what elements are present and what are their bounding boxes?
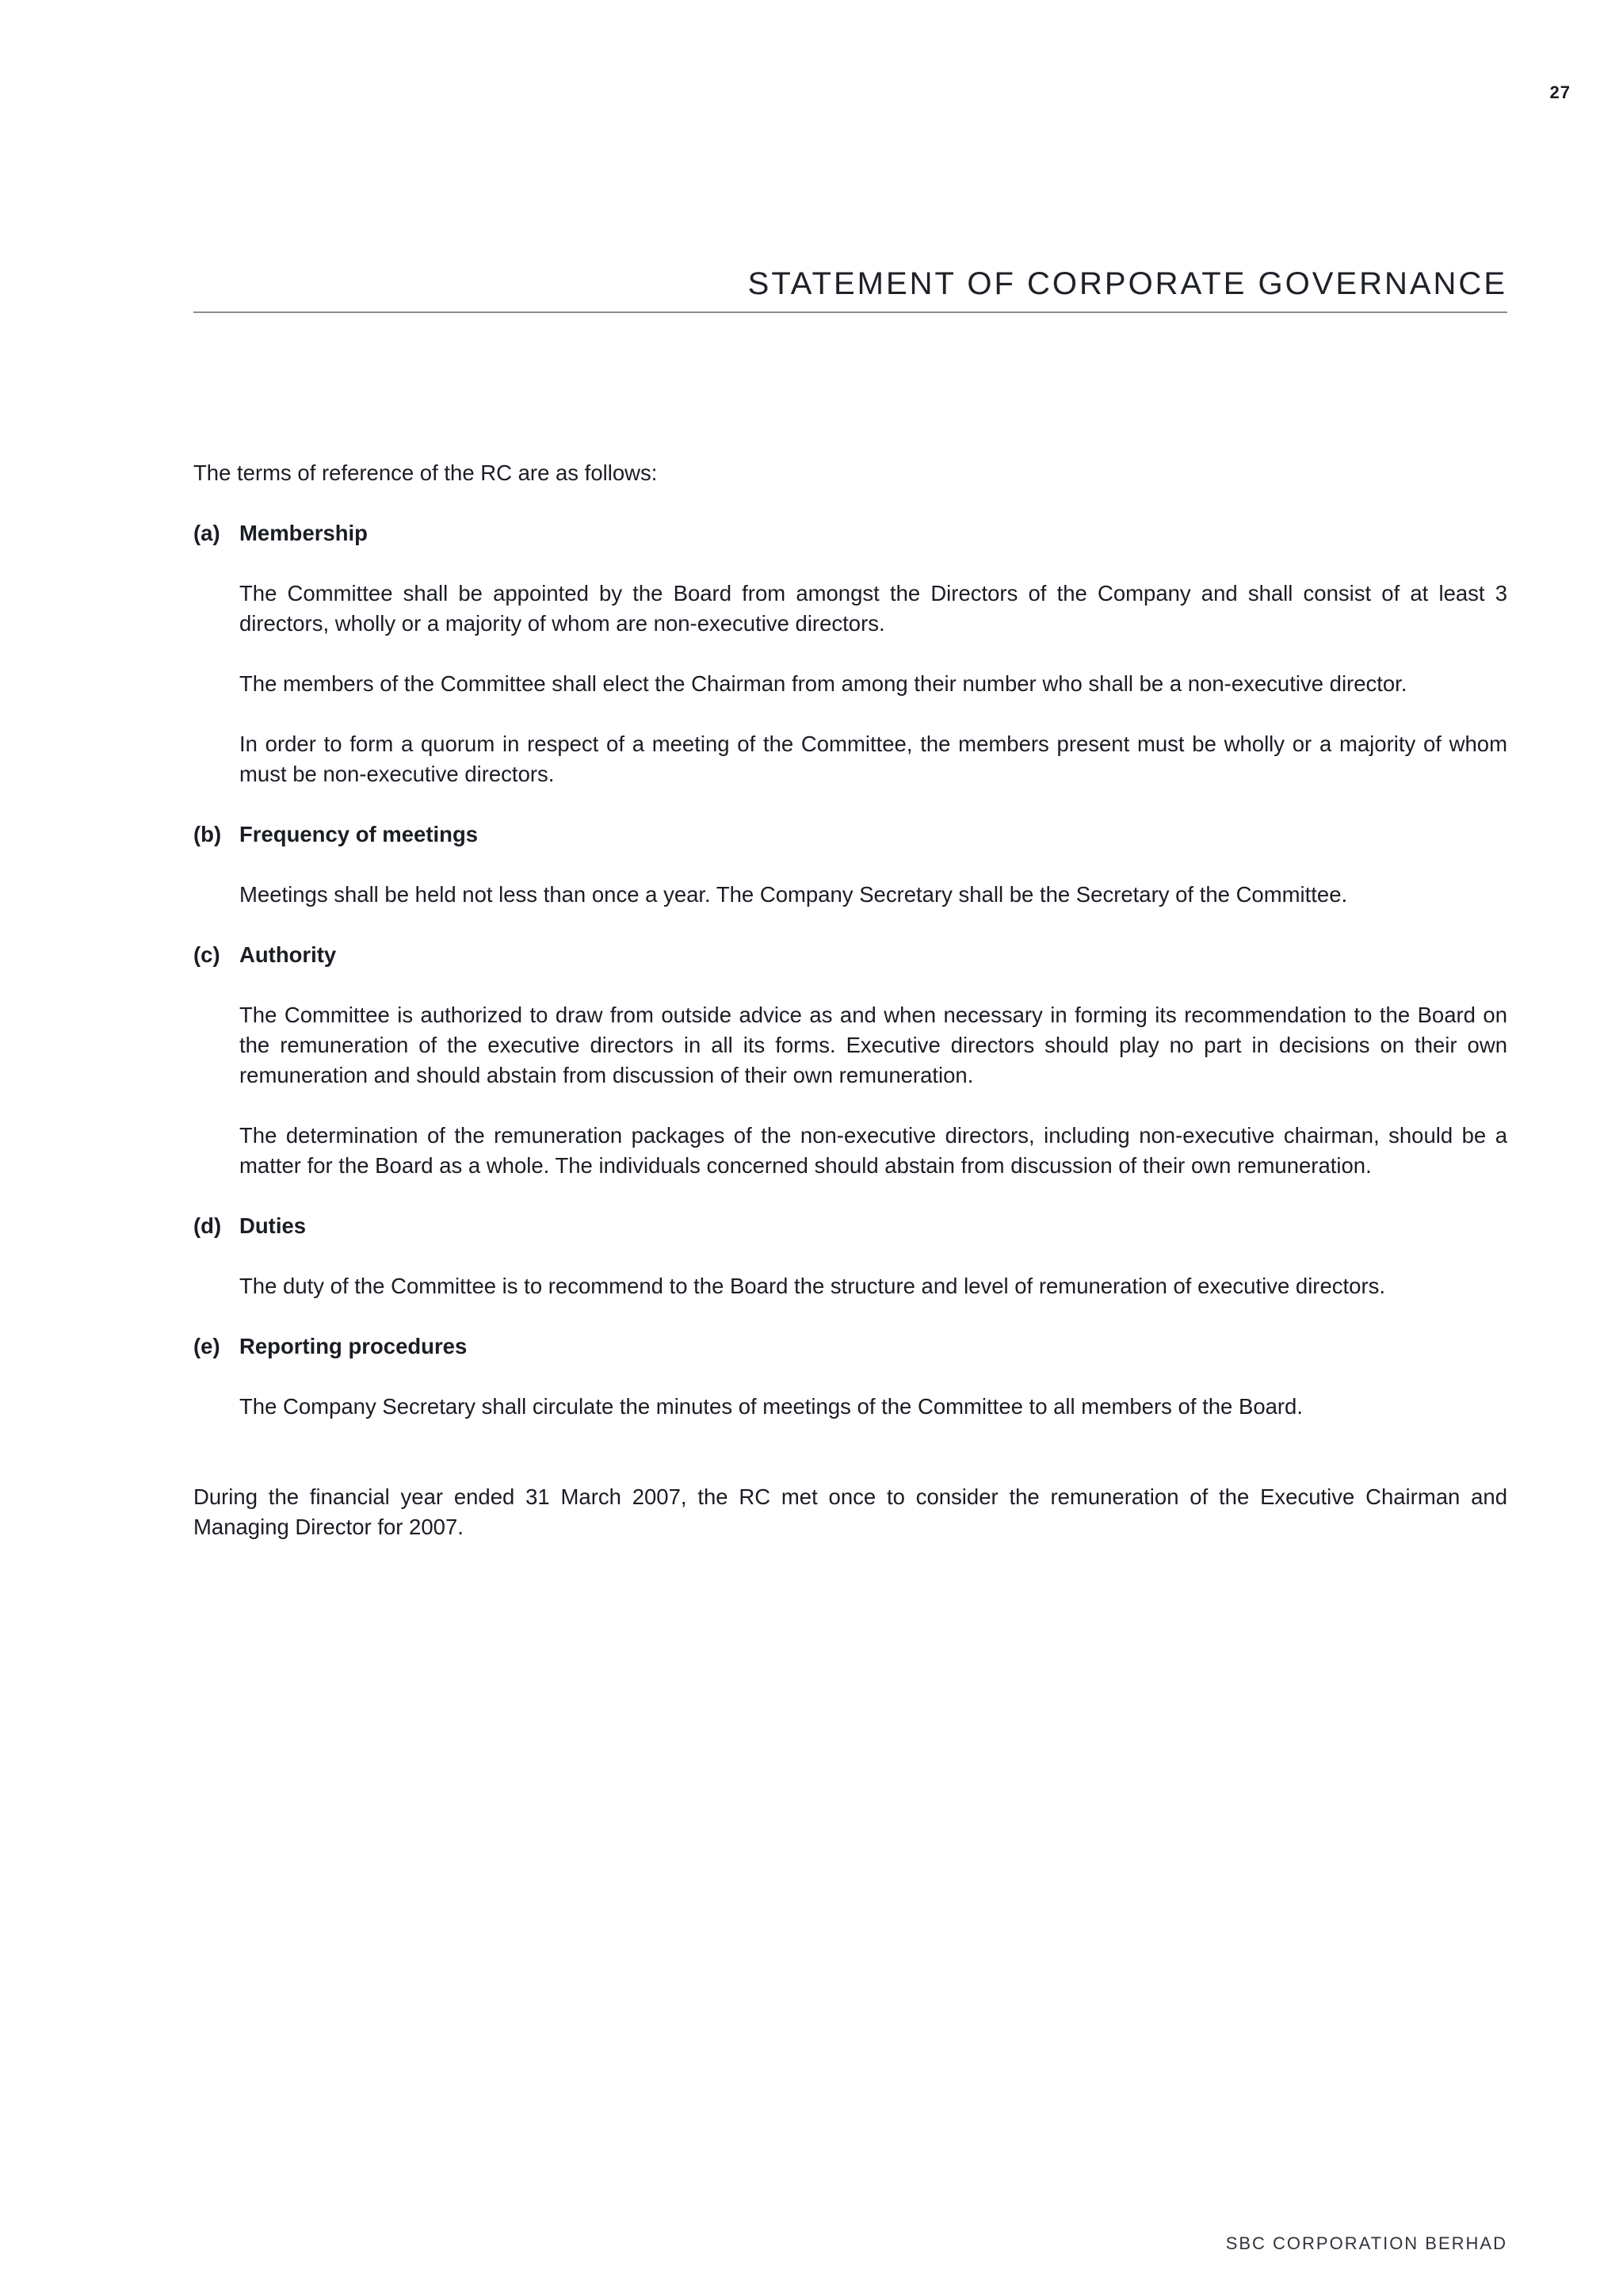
section-title: Reporting procedures <box>239 1334 468 1358</box>
section-heading-membership <box>193 518 1507 548</box>
section-letter: (a) <box>193 521 220 545</box>
reporting-paragraph: The Company Secretary shall circulate the minutes of meetings of the Committee to all members of the Board. <box>239 1394 1303 1419</box>
page-title: STATEMENT OF CORPORATE GOVERNANCE <box>747 266 1507 301</box>
page-number: 27 <box>1549 82 1571 102</box>
authority-paragraph: The determination of the remuneration packages of the non-executive directors, including non-executive chairman, should be a matter for the Board as a whole. The individuals concerned should abstain from discussion of their own remuneration. <box>239 1123 1507 1178</box>
section-title: Authority <box>239 942 337 967</box>
section-heading-reporting <box>193 1331 1507 1362</box>
authority-paragraph: The Committee is authorized to draw from outside advice as and when necessary in forming its recommendation to the Board on the remuneration of the executive directors in all its forms. Executive directors should play no part in decisions on their own remuneration and should abstain from discussion of their own remuneration. <box>239 1003 1507 1087</box>
section-heading-authority <box>193 940 1507 970</box>
section-title: Frequency of meetings <box>239 822 479 846</box>
intro-paragraph: The terms of reference of the RC are as follows: <box>193 460 658 485</box>
section-letter: (e) <box>193 1334 220 1358</box>
closing-paragraph: During the financial year ended 31 March 2007, the RC met once to consider the remuneration of the Executive Chairman and Managing Director for 2007. <box>193 1484 1507 1539</box>
section-title: Membership <box>239 521 368 545</box>
footer-company-name: SBC CORPORATION BERHAD <box>1225 2233 1507 2253</box>
section-letter: (c) <box>193 942 220 967</box>
membership-paragraph: The members of the Committee shall elect the Chairman from among their number who shall be a non-executive director. <box>239 671 1407 696</box>
membership-paragraph: The Committee shall be appointed by the Board from amongst the Directors of the Company and shall consist of at least 3 directors, wholly or a majority of whom are non-executive directors. <box>239 581 1507 636</box>
section-heading-frequency <box>193 819 1507 850</box>
frequency-paragraph: Meetings shall be held not less than once a year. The Company Secretary shall be the Secretary of the Committee. <box>239 882 1348 907</box>
section-letter: (d) <box>193 1213 222 1238</box>
duties-paragraph: The duty of the Committee is to recommend to the Board the structure and level of remuneration of executive directors. <box>239 1274 1385 1298</box>
membership-paragraph: In order to form a quorum in respect of a meeting of the Committee, the members present must be wholly or a majority of whom must be non-executive directors. <box>239 732 1507 786</box>
section-heading-duties <box>193 1211 1507 1241</box>
section-letter: (b) <box>193 822 222 846</box>
document-body <box>193 458 1507 1542</box>
header-divider <box>193 311 1507 313</box>
section-title: Duties <box>239 1213 307 1238</box>
